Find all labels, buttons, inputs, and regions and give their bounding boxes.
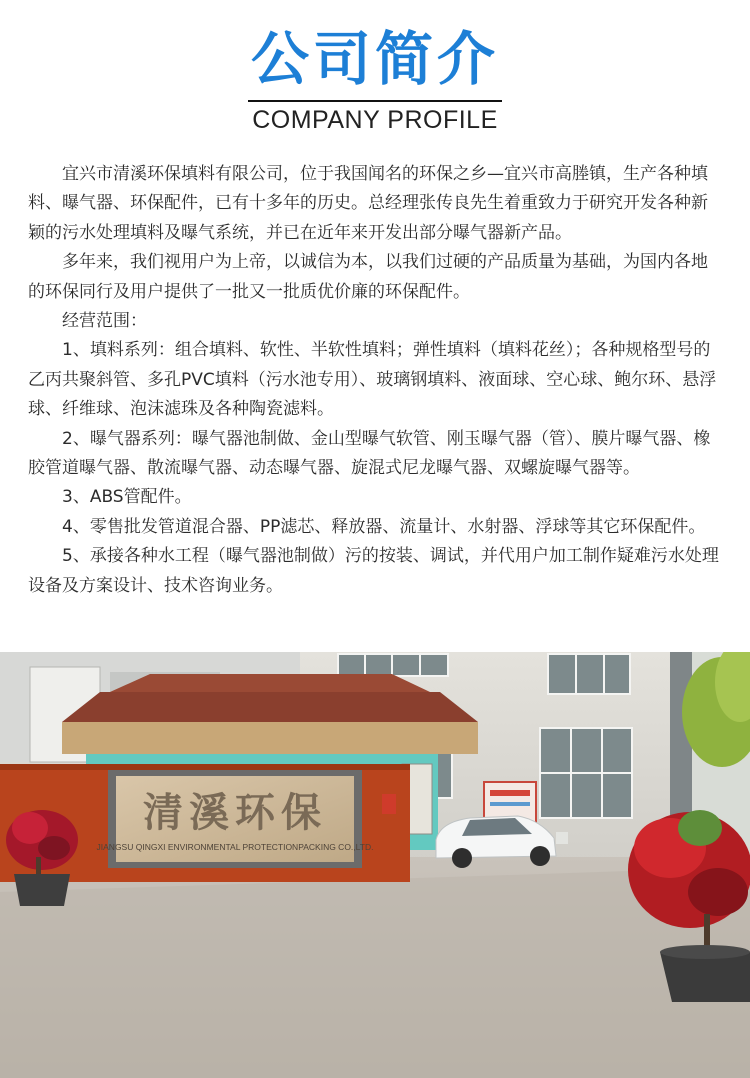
sign-english-text: JIANGSU QINGXI ENVIRONMENTAL PROTECTIONPACKING CO.,LTD. — [96, 842, 374, 852]
company-building-photo — [0, 652, 750, 1078]
scope-item-abs: 3、ABS管配件。 — [62, 487, 192, 508]
title-divider — [248, 100, 502, 102]
page-subtitle: COMPANY PROFILE — [252, 106, 498, 134]
scope-item-retail: 4、零售批发管道混合器、PP滤芯、释放器、流量计、水射器、浮球等其它环保配件。 — [62, 516, 706, 537]
mission-paragraph: 多年来，我们视用户为上帝，以诚信为本，以我们过硬的产品质量为基础，为国内各地的环保同行及用户提供了一批又一批质优价廉的环保配件。 — [28, 252, 708, 302]
scope-item-engineering: 5、承接各种水工程（曝气器池制做）污的按装、调试，并代用户加工制作疑难污水处理设备及方案设计、技术咨询业务。 — [28, 546, 719, 596]
page-title: 公司简介 — [250, 25, 499, 93]
scope-item-aerators: 2、曝气器系列：曝气器池制做、金山型曝气软管、刚玉曝气器（管）、膜片曝气器、橡胶管道曝气器、散流曝气器、动态曝气器、旋混式尼龙曝气器、双螺旋曝气器等。 — [28, 428, 711, 479]
scope-item-fillers: 1、填料系列：组合填料、软性、半软性填料；弹性填料（填料花丝）；各种规格型号的乙丙共聚斜管、多孔PVC填料（污水池专用）、玻璃钢填料、液面球、空心球、鲍尔环、悬浮球、纤维球、泡沫滤珠及各种陶瓷滤料。 — [28, 340, 717, 420]
page-header — [0, 0, 750, 140]
intro-paragraph: 宜兴市清溪环保填料有限公司，位于我国闻名的环保之乡—宜兴市高塍镇，生产各种填料、曝气器、环保配件，已有十多年的历史。总经理张传良先生着重致力于研究开发各种新颖的污水处理填料及曝气系统，并已在近年来开发出部分曝气器新产品。 — [28, 164, 708, 243]
business-scope-heading: 经营范围： — [62, 311, 147, 332]
profile-body — [28, 160, 724, 601]
sign-chinese-text: 清溪环保 — [143, 789, 327, 836]
